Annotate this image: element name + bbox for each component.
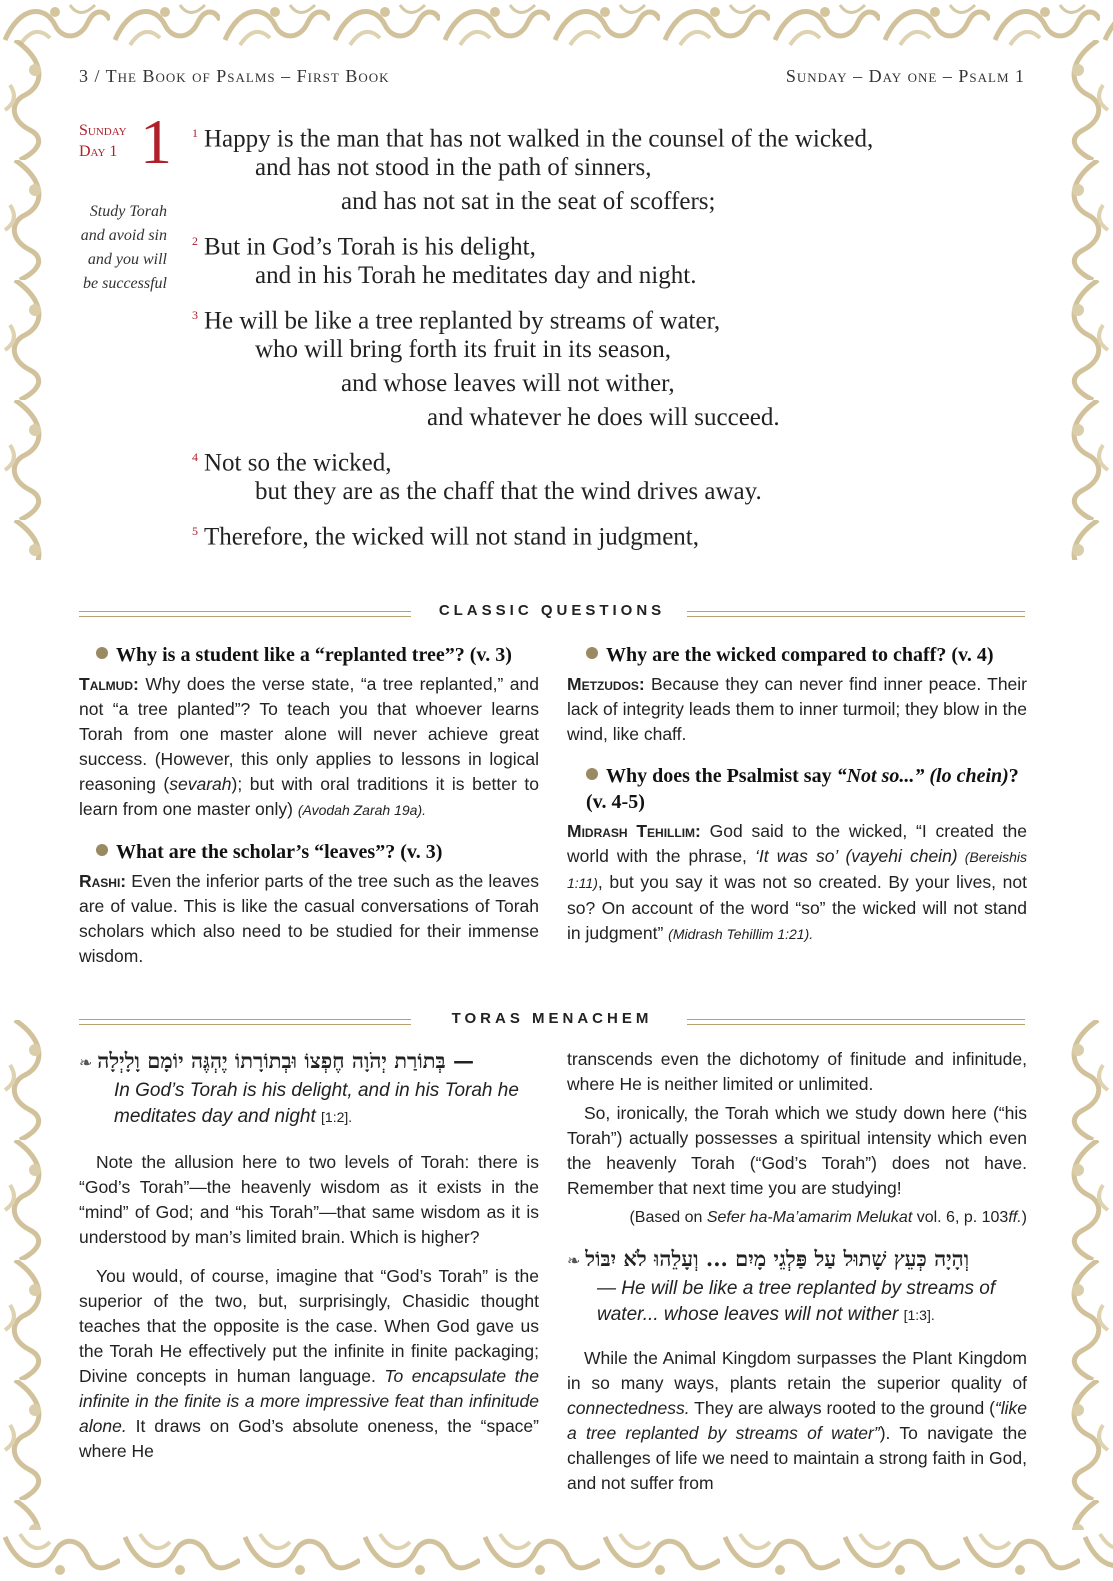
verse-number: 3 xyxy=(192,308,198,322)
verse-number: 5 xyxy=(192,524,198,538)
psalm-line: who will bring forth its fruit in its season, xyxy=(255,336,671,363)
psalm-line: $^3$ He will be like a tree replanted by streams of water, xyxy=(192,307,721,335)
section-title: TORAS MENACHEM xyxy=(451,1010,653,1027)
source-name: Rashi: xyxy=(79,871,127,891)
ornament-top-border xyxy=(0,0,1113,52)
psalm-line: but they are as the chaff that the wind drives away. xyxy=(255,478,762,505)
ornament-left-border-top xyxy=(0,40,58,560)
citation: (Midrash Tehillim 1:21). xyxy=(668,926,814,942)
commentary-paragraph: While the Animal Kingdom surpasses the Plant Kingdom in so many ways, plants retain the superior quality of connectedness. They are always rooted to the ground (“like a tree replanted by streams of water”). To navigate the challenges of life we need to maintain a strong faith in God, and not suffer from xyxy=(567,1348,1028,1493)
commentary-paragraph: So, ironically, the Torah which we study down here (“his Torah”) actually possesses a spiritual intensity which even the heavenly Torah (“God’s Torah”) does not have. Remember that next time you are studying! xyxy=(567,1103,1027,1198)
answer-paragraph: Metzudos: Because they can never find inner peace. Their lack of integrity leads them to inner turmoil; they blow in the wind, like chaff. xyxy=(567,674,1027,744)
question-heading: Why is a student like a “replanted tree”? (v. 3) xyxy=(79,642,539,668)
answer-paragraph: Talmud: Why does the verse state, “a tree replanted,” and not “a tree planted”? To teach you that whoever learns Torah from one master alone will never achieve great success. (However, this only applies to lessons in logical reasoning (sevarah); but with oral traditions it is better to learn from one master only) (Avodah Zarah 19a). xyxy=(79,674,539,819)
citation: (Avodah Zarah 19a). xyxy=(297,802,426,818)
question-heading: Why are the wicked compared to chaff? (v. 4) xyxy=(567,642,1027,668)
running-header-left: 3 / The Book of Psalms – First Book xyxy=(79,66,390,86)
leaf-ornament-icon: ❧ xyxy=(79,1055,93,1072)
psalm-line: and in his Torah he meditates day and night. xyxy=(255,262,697,289)
ornament-bottom-border xyxy=(0,1522,1113,1581)
toras-menachem-right-column xyxy=(567,1047,1027,1496)
classic-questions-right-column xyxy=(567,642,1027,947)
citation: (Bereishis 1:11) xyxy=(567,849,1027,891)
hebrew-quote-line xyxy=(567,1246,1027,1274)
psalm-line: and whatever he does will succeed. xyxy=(427,404,780,431)
leaf-ornament-icon: ❧ xyxy=(567,1253,581,1270)
bullet-icon xyxy=(586,768,598,780)
verse-number: 2 xyxy=(192,234,198,248)
bullet-icon xyxy=(586,647,598,659)
day-label-weekday: Sunday xyxy=(79,122,127,139)
psalm-line: $^1$ Happy is the man that has not walked in the counsel of the wicked, xyxy=(192,125,874,153)
psalm-line: $^5$ Therefore, the wicked will not stand in judgment, xyxy=(192,523,700,551)
ornament-right-border-bottom xyxy=(1055,1020,1113,1530)
commentary-paragraph: Note the allusion here to two levels of Torah: there is “God’s Torah”—the heavenly wisdom as it exists in the “mind” of God; and “his Torah”—that same wisdom as it is understood by man’s limited brain. Which is higher? xyxy=(79,1152,539,1247)
day-label xyxy=(79,120,127,162)
toras-menachem-heading xyxy=(79,1010,1025,1034)
day-label-day: Day 1 xyxy=(79,143,118,160)
bullet-icon xyxy=(96,844,108,856)
source-name: Metzudos: xyxy=(567,674,645,694)
hebrew-verse: בְּתוֹרַת יְהֹוָה חֶפְצוֹ וּבְתוֹרָתוֹ יֶהְגֶּה יוֹמָם וָלָיְלָה — xyxy=(97,1048,474,1073)
classic-questions-heading xyxy=(79,602,1025,626)
hebrew-quote-line xyxy=(79,1048,539,1076)
ornament-right-border-top xyxy=(1055,40,1113,560)
classic-questions-left-column xyxy=(79,642,539,969)
psalm-number: 1 xyxy=(140,106,172,177)
commentary-paragraph: You would, of course, imagine that “God’s Torah” is the superior of the two, but, surprisingly, Chasidic thought teaches that the opposite is the case. When God gave us the Torah He effectively put the infinite in finite packaging; Divine concepts in human language. To encapsulate the infinite in the finite is a more impressive feat than infinitude alone. It draws on God’s absolute oneness, the “space” where He xyxy=(79,1266,539,1461)
psalm-line: and whose leaves will not wither, xyxy=(341,370,675,397)
ornament-left-border-bottom xyxy=(0,1020,58,1530)
section-title: CLASSIC QUESTIONS xyxy=(438,602,666,619)
verse-number: 4 xyxy=(192,450,198,464)
bullet-icon xyxy=(96,647,108,659)
hebrew-verse: וְהָיָה כְּעֵץ שָׁתוּל עַל פַּלְגֵי מָיִם ... וְעָלֵהוּ לֹא יִבּוֹל xyxy=(585,1246,970,1271)
psalm-line: $^2$ But in God’s Torah is his delight, xyxy=(192,233,536,261)
verse-reference: [1:3]. xyxy=(903,1307,935,1323)
side-note: Study Torah and avoid sin and you will be successful xyxy=(80,203,167,292)
answer-paragraph: Rashi: Even the inferior parts of the tree such as the leaves are of value. This is like the casual conversations of Torah scholars which also need to be studied for their immense wisdom. xyxy=(79,871,539,966)
verse-reference: [1:2]. xyxy=(321,1109,353,1125)
psalm-line: and has not stood in the path of sinners, xyxy=(255,154,652,181)
verse-translation: — He will be like a tree replanted by streams of water... whose leaves will not wither [1:3]. xyxy=(597,1278,996,1325)
running-header-right: Sunday – Day one – Psalm 1 xyxy=(785,66,1025,86)
verse-translation: In God’s Torah is his delight, and in his Torah he meditates day and night [1:2]. xyxy=(114,1080,519,1127)
source-name: Talmud: xyxy=(79,674,139,694)
question-heading: Why does the Psalmist say “Not so...” (lo chein)? (v. 4-5) xyxy=(586,765,1019,813)
source-attribution: (Based on Sefer ha-Ma’amarim Melukat vol. 6, p. 103ff.) xyxy=(629,1209,1027,1226)
answer-paragraph: Midrash Tehillim: God said to the wicked, “I created the world with the phrase, ‘It was so’ (vayehi chein) (Bereishis 1:11), but you say it was not so created. By your lives, not so? On account of the word “so” the wicked will not stand in judgment” (Midrash Tehillim 1:21). xyxy=(567,821,1027,943)
commentary-paragraph: transcends even the dichotomy of finitude and infinitude, where He is neither limited or unlimited. xyxy=(567,1049,1027,1094)
question-heading: What are the scholar’s “leaves”? (v. 3) xyxy=(79,839,539,865)
verse-number: 1 xyxy=(192,126,198,140)
psalm-line: and has not sat in the seat of scoffers; xyxy=(341,188,716,215)
toras-menachem-left-column xyxy=(79,1048,539,1464)
psalm-line: $^4$ Not so the wicked, xyxy=(192,449,392,477)
source-name: Midrash Tehillim: xyxy=(567,821,701,841)
